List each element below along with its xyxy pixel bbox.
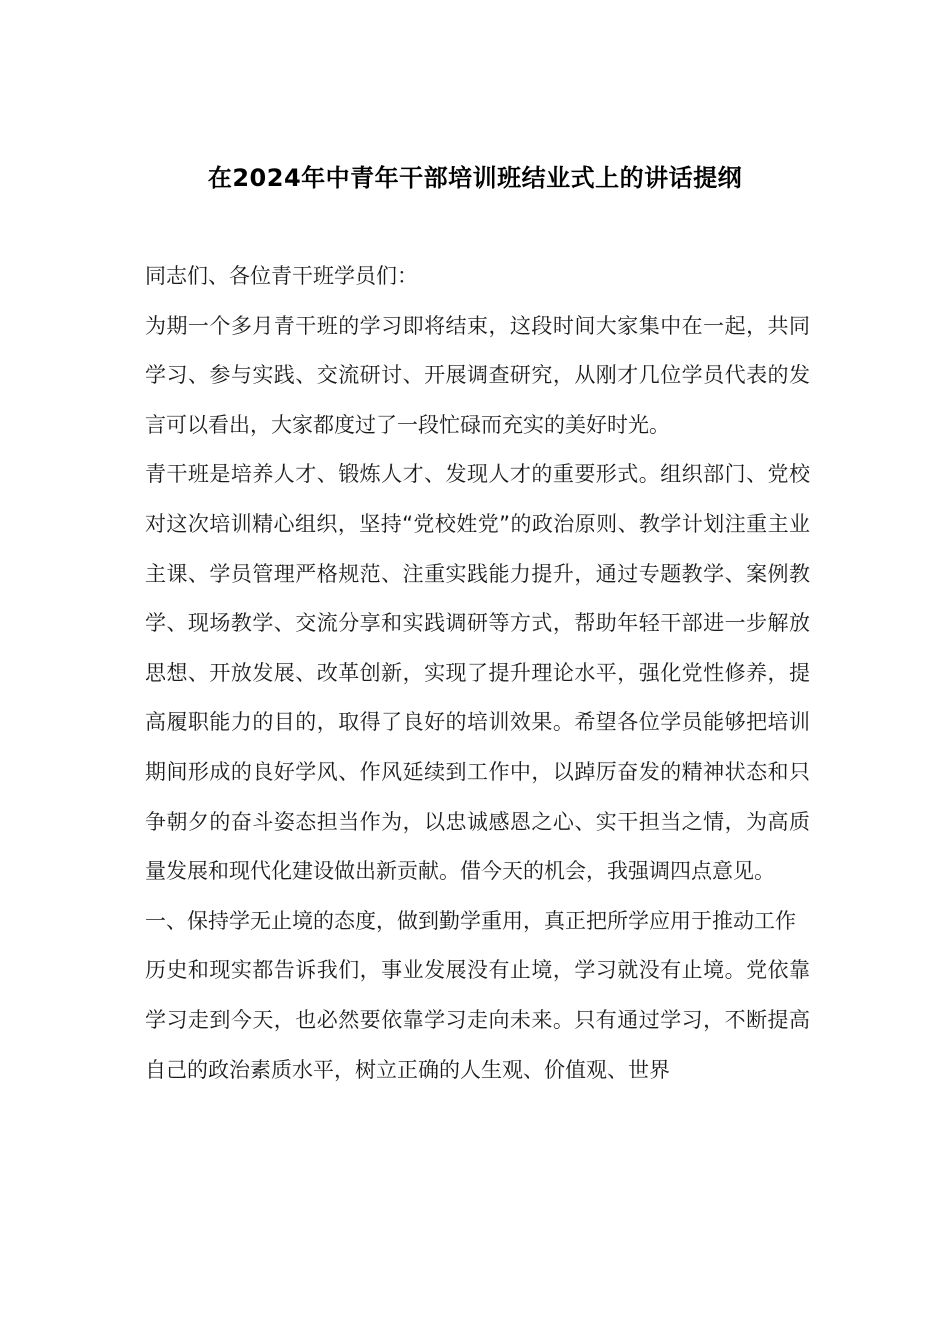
paragraph-training-summary: 青干班是培养人才、锻炼人才、发现人才的重要形式。组织部门、党校对这次培训精心组织，坚持“党校姓党”的政治原则、教学计划注重主业主课、学员管理严格规范、注重实践能力提升，通过专题教学、案例教学、现场教学、交流分享和实践调研等方式，帮助年轻干部进一步解放思想、开放发展、改革创新，实现了提升理论水平，强化党性修养，提高履职能力的目的，取得了良好的培训效果。希望各位学员能够把培训期间形成的良好学风、作风延续到工作中，以踔厉奋发的精神状态和只争朝夕的奋斗姿态担当作为，以忠诚感恩之心、实干担当之情，为高质量发展和现代化建设做出新贡献。借今天的机会，我强调四点意见。	[145, 462, 810, 884]
salutation: 同志们、各位青干班学员们：	[145, 264, 418, 288]
paragraph-intro: 为期一个多月青干班的学习即将结束，这段时间大家集中在一起，共同学习、参与实践、交流研讨、开展调查研究，从刚才几位学员代表的发言可以看出，大家都度过了一段忙碌而充实的美好时光。	[145, 313, 810, 437]
paragraph-section-1: 历史和现实都告诉我们，事业发展没有止境，学习就没有止境。党依靠学习走到今天，也必然要依靠学习走向未来。只有通过学习，不断提高自己的政治素质水平，树立正确的人生观、价值观、世界	[145, 958, 810, 1082]
document-title: 在2024年中青年干部培训班结业式上的讲话提纲	[207, 164, 743, 192]
document-body	[145, 252, 810, 1095]
section-heading-1: 一、保持学无止境的态度，做到勤学重用，真正把所学应用于推动工作	[145, 908, 796, 933]
